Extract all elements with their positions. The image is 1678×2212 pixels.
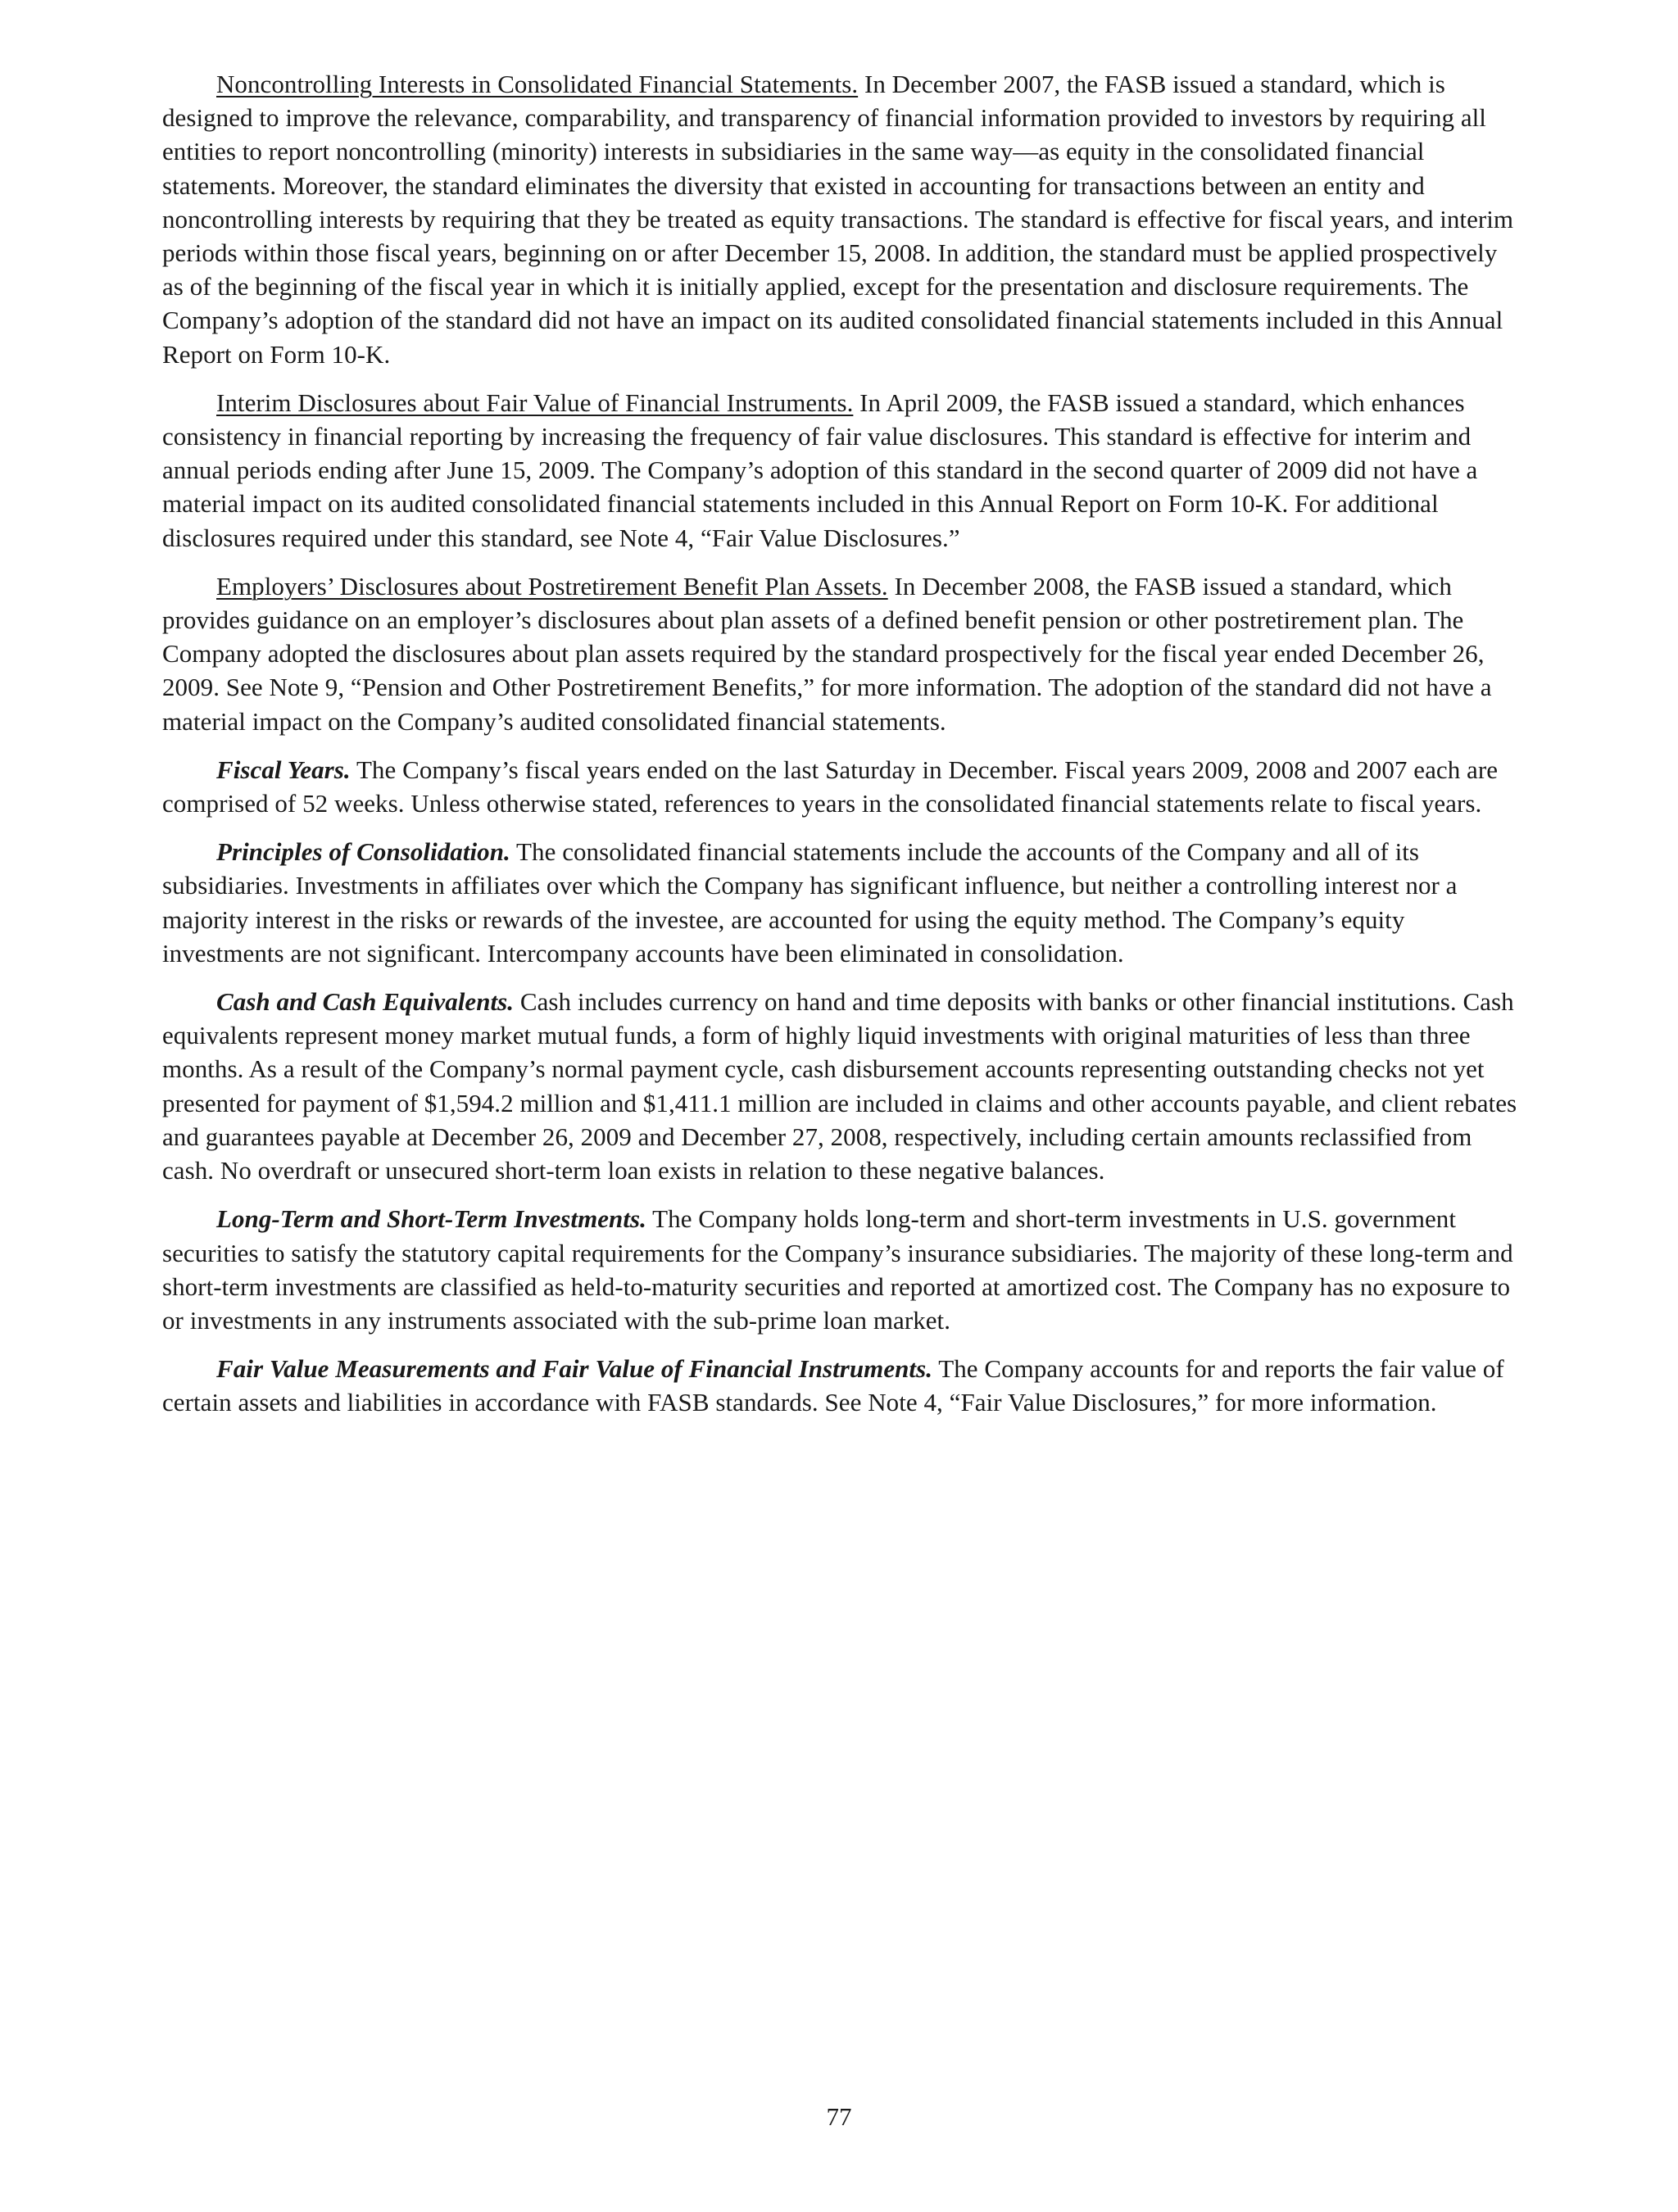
heading-interim-disclosures: Interim Disclosures about Fair Value of Financial Instruments. [216, 388, 854, 417]
heading-noncontrolling-interests: Noncontrolling Interests in Consolidated Financial Statements. [216, 70, 859, 98]
heading-cash-equivalents: Cash and Cash Equivalents. [216, 987, 515, 1017]
heading-principles-of-consolidation: Principles of Consolidation. [216, 837, 510, 867]
paragraph-text: In December 2008, the FASB issued a standard, which provides guidance on an employer’s disclosures about plan assets of a defined benefit pension or other postretirement plan. The Company adopted the disclosures about plan assets required by the standard prospectively for the fiscal year ended December 26, 2009. See Note 9, “Pension and Other Postretirement Benefits,” for more information. The adoption of the standard did not have a material impact on the Company’s audited consolidated financial statements. [162, 571, 1492, 736]
heading-fiscal-years: Fiscal Years. [216, 755, 351, 784]
heading-fair-value-measurements: Fair Value Measurements and Fair Value of Financial Instruments. [216, 1354, 932, 1384]
paragraph-cash-equivalents [162, 985, 1522, 1187]
page-number: 77 [826, 2102, 852, 2131]
paragraph-fiscal-years [162, 753, 1522, 820]
paragraph-interim-disclosures [162, 386, 1522, 555]
paragraph-text: In December 2007, the FASB issued a standard, which is designed to improve the relevance, comparability, and transparency of financial information provided to investors by requiring all entities to report noncontrolling (minority) interests in subsidiaries in the same way—as equity in the consolidated financial statements. Moreover, the standard eliminates the diversity that existed in accounting for transactions between an entity and noncontrolling interests by requiring that they be treated as equity transactions. The standard is effective for fiscal years, and interim periods within those fiscal years, beginning on or after December 15, 2008. In addition, the standard must be applied prospectively as of the beginning of the fiscal year in which it is initially applied, except for the presentation and disclosure requirements. The Company’s adoption of the standard did not have an impact on its audited consolidated financial statements included in this Annual Report on Form 10-K. [162, 70, 1514, 369]
paragraph-text: Cash includes currency on hand and time deposits with banks or other financial institutions. Cash equivalents represent money market mutual funds, a form of highly liquid investments with original maturities of less than three months. As a result of the Company’s normal payment cycle, cash disbursement accounts representing outstanding checks not yet presented for payment of $1,594.2 million and $1,411.1 million are included in claims and other accounts payable, and client rebates and guarantees payable at December 26, 2009 and December 27, 2008, respectively, including certain amounts reclassified from cash. No overdraft or unsecured short-term loan exists in relation to these negative balances. [162, 987, 1517, 1185]
paragraph-text: The Company’s fiscal years ended on the last Saturday in December. Fiscal years 2009, 2008 and 2007 each are comprised of 52 weeks. Unless otherwise stated, references to years in the consolidated financial statements relate to fiscal years. [162, 755, 1499, 818]
paragraph-principles-of-consolidation [162, 835, 1522, 970]
paragraph-fair-value-measurements [162, 1352, 1522, 1419]
paragraph-noncontrolling-interests [162, 67, 1522, 371]
paragraph-text: The Company holds long-term and short-term investments in U.S. government securities to satisfy the statutory capital requirements for the Company’s insurance subsidiaries. The majority of these long-term and short-term investments are classified as held-to-maturity securities and reported at amortized cost. The Company has no exposure to or investments in any instruments associated with the sub-prime loan market. [162, 1204, 1513, 1335]
paragraph-postretirement-plan-assets [162, 569, 1522, 738]
heading-postretirement-plan-assets: Employers’ Disclosures about Postretirement Benefit Plan Assets. [216, 571, 888, 601]
paragraph-text: The Company accounts for and reports the fair value of certain assets and liabilities in accordance with FASB standards. See Note 4, “Fair Value Disclosures,” for more information. [162, 1354, 1504, 1417]
document-body [162, 67, 1522, 1435]
paragraph-text: The consolidated financial statements include the accounts of the Company and all of its subsidiaries. Investments in affiliates over which the Company has significant influence, but neither a controlling interest nor a majority interest in the risks or rewards of the investee, are accounted for using the equity method. The Company’s equity investments are not significant. Intercompany accounts have been eliminated in consolidation. [162, 837, 1458, 968]
paragraph-text: In April 2009, the FASB issued a standard, which enhances consistency in financial reporting by increasing the frequency of fair value disclosures. This standard is effective for interim and annual periods ending after June 15, 2009. The Company’s adoption of this standard in the second quarter of 2009 did not have a material impact on its audited consolidated financial statements included in this Annual Report on Form 10-K. For additional disclosures required under this standard, see Note 4, “Fair Value Disclosures.” [162, 388, 1478, 552]
paragraph-investments [162, 1202, 1522, 1337]
heading-investments: Long-Term and Short-Term Investments. [216, 1204, 646, 1234]
